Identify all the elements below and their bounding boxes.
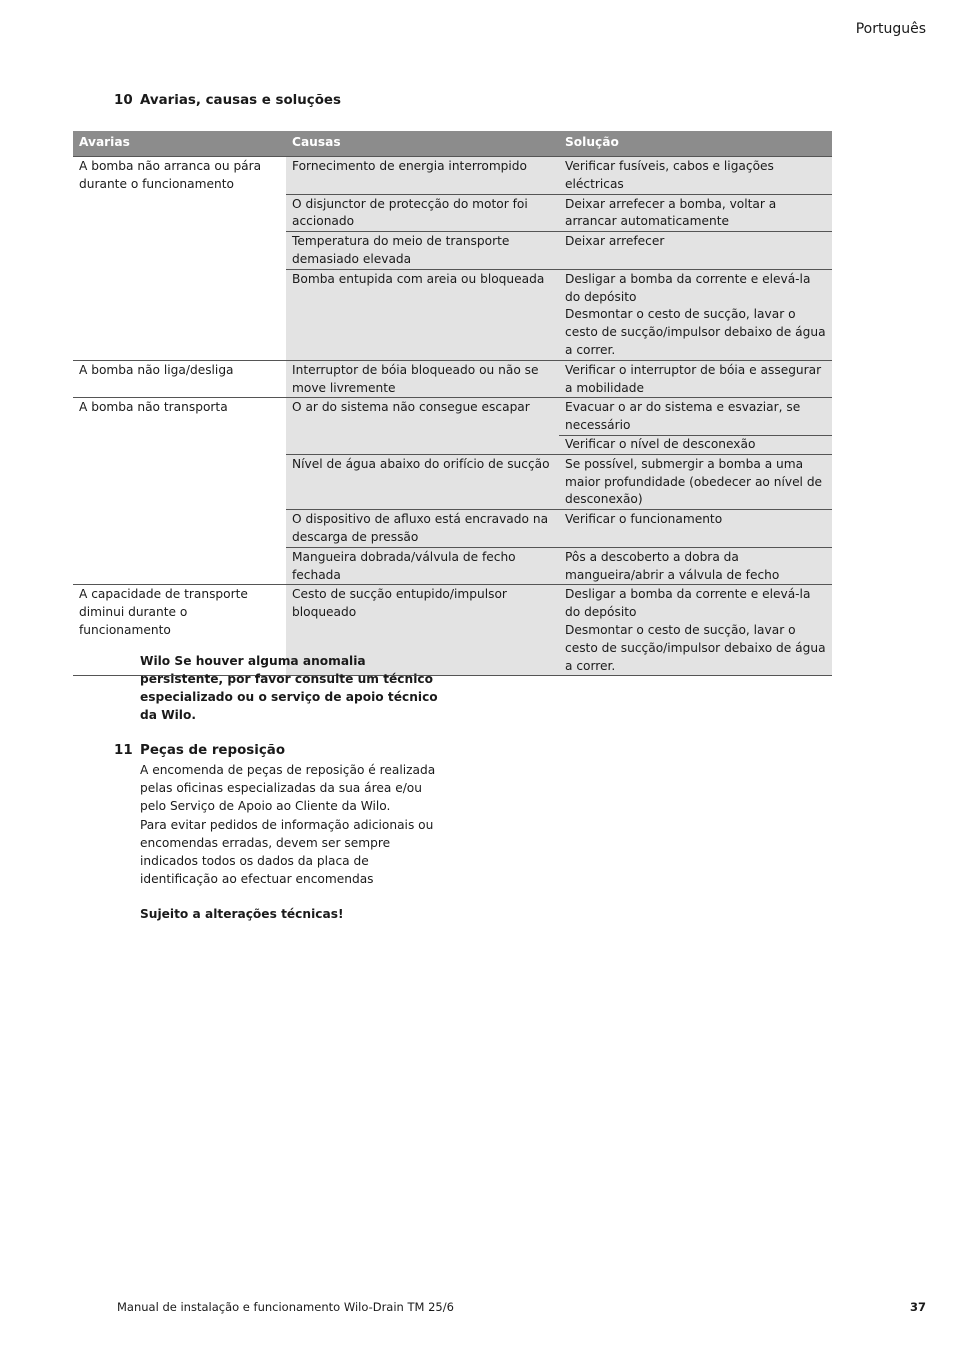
spare-parts-paragraph-1: A encomenda de peças de reposição é realizada pelas oficinas especializadas da sua área e/ou pelo Serviço de Apoio ao Cliente da Wilo. [140,763,436,814]
cause-cell: Fornecimento de energia interrompido [286,157,559,195]
faults-table-body [73,157,832,676]
header-causes: Causas [286,131,559,157]
cause-cell: O disjunctor de protecção do motor foi accionado [286,194,559,232]
solution-text: Desligar a bomba da corrente e elevá-la do depósito Desmontar o cesto de sucção, lavar o cesto de sucção/impulsor debaixo de água a correr. [565,587,826,673]
header-faults: Avarias [73,131,286,157]
footer-manual-title: Manual de instalação e funcionamento Wilo-Drain TM 25/6 [117,1300,454,1314]
cause-cell: O ar do sistema não consegue escapar [286,398,559,454]
solution-text: Verificar fusíveis, cabos e ligações eléctricas [565,159,774,191]
solution-cell [559,398,832,454]
cause-cell: Bomba entupida com areia ou bloqueada [286,269,559,360]
section-10-heading [114,92,341,110]
table-row [73,398,832,454]
solution-text: Verificar o funcionamento [565,512,723,527]
solution-text: Deixar arrefecer [565,234,665,249]
header-solution: Solução [559,131,832,157]
technical-changes-notice: Sujeito a alterações técnicas! [140,907,344,921]
solution-cell [559,194,832,232]
solution-text: Desligar a bomba da corrente e elevá-la do depósito Desmontar o cesto de sucção, lavar o cesto de sucção/impulsor debaixo de água a correr. [565,271,826,357]
section-11-title: Peças de reposição [140,743,286,758]
fault-cell: A bomba não arranca ou pára durante o funcionamento [73,157,286,361]
solution-text: Se possível, submergir a bomba a uma maior profundidade (obedecer ao nível de desconexão) [565,456,823,507]
support-note: Wilo Se houver alguma anomalia persistente, por favor consulte um técnico especializado ou o serviço de apoio técnico da Wilo. [140,654,438,722]
solution-text: Verificar o interruptor de bóia e assegurar a mobilidade [565,362,822,395]
table-header-row [73,131,832,157]
solution-cell [559,547,832,585]
cause-cell: Cesto de sucção entupido/impulsor bloqueado [286,585,559,676]
section-11-heading [114,742,285,760]
section-10-number: 10 [114,93,133,108]
solution-text: Deixar arrefecer a bomba, voltar a arrancar automaticamente [565,196,777,229]
solution-cell [559,360,832,398]
table-row [73,157,832,195]
solution-text: Pôs a descoberto a dobra da mangueira/abrir a válvula de fecho [565,549,780,582]
cause-cell: Interruptor de bóia bloqueado ou não se move livremente [286,360,559,398]
language-label: Português [855,21,926,37]
solution-cell [559,269,832,360]
spare-parts-text [140,761,440,888]
spare-parts-paragraph-2: Para evitar pedidos de informação adicionais ou encomendas erradas, devem ser sempre indicados todos os dados da placa de identificação ao efectuar encomendas [140,817,434,887]
faults-table [73,131,832,676]
fault-cell: A bomba não transporta [73,398,286,585]
cause-cell: Mangueira dobrada/válvula de fecho fechada [286,547,559,585]
cause-cell: Nível de água abaixo do orifício de sucção [286,454,559,509]
section-10-title: Avarias, causas e soluções [140,93,341,108]
fault-cell: A capacidade de transporte diminui durante o funcionamento [73,585,286,676]
section-11-number: 11 [114,743,133,758]
solution-cell [559,454,832,509]
solution-text: Evacuar o ar do sistema e esvaziar, se necessário [565,400,801,433]
solution-cell [559,510,832,548]
fault-cell: A bomba não liga/desliga [73,360,286,398]
solution-text: Verificar o nível de desconexão [559,435,832,454]
cause-cell: Temperatura do meio de transporte demasiado elevada [286,232,559,270]
solution-cell [559,585,832,676]
page-number: 37 [909,1300,926,1314]
solution-cell [559,157,832,195]
solution-cell [559,232,832,270]
cause-cell: O dispositivo de afluxo está encravado na descarga de pressão [286,510,559,548]
table-row [73,360,832,398]
